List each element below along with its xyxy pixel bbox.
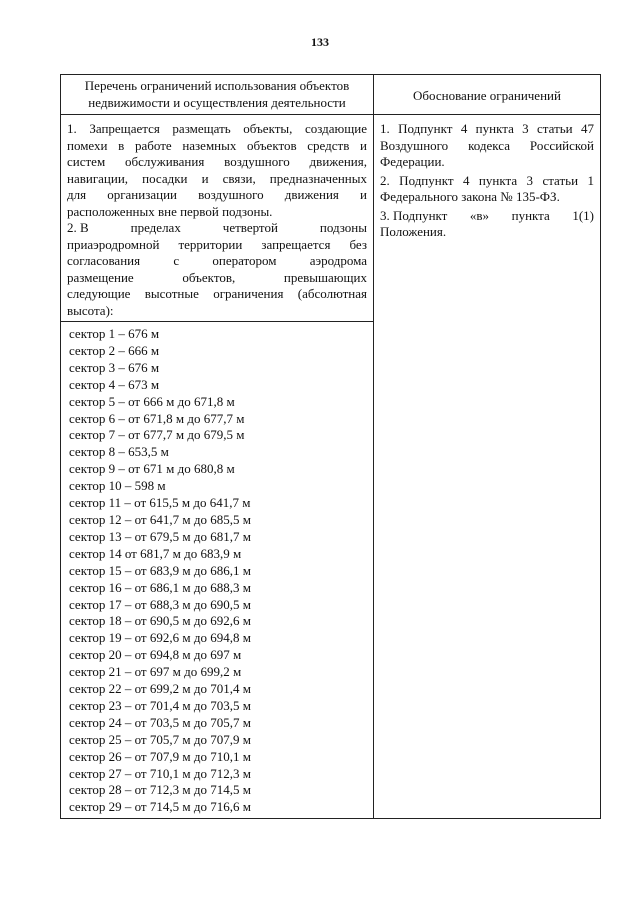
table-header-row	[61, 75, 601, 115]
justification-cell	[374, 115, 601, 819]
sector-item: сектор 21 – от 697 м до 699,2 м	[69, 664, 242, 680]
restriction-2-word: аэродрома	[309, 253, 367, 268]
restriction-2-word: согласования	[67, 253, 141, 268]
restriction-2-line	[67, 270, 367, 287]
justification-word: пункта	[511, 207, 550, 223]
sector-item: сектор 9 – от 671 м до 680,8 м	[69, 461, 235, 477]
justification-item-1	[380, 121, 594, 171]
sector-item: сектор 18 – от 690,5 м до 692,6 м	[69, 613, 251, 629]
justification-line: Федерации.	[380, 154, 445, 169]
justification-line: 2. Подпункт 4 пункта 3 статьи 1	[380, 172, 594, 188]
sector-item: сектор 3 – 676 м	[69, 359, 160, 375]
page-number: 133	[311, 35, 329, 49]
sector-item: сектор 6 – от 671,8 м до 677,7 м	[69, 410, 245, 426]
restriction-2-line: следующие высотные ограничения (абсолютная	[67, 286, 367, 301]
restriction-2-line: высота):	[67, 302, 114, 318]
sector-item: сектор 26 – от 707,9 м до 710,1 м	[69, 748, 251, 764]
restriction-2-word: 2. В	[67, 220, 89, 235]
sector-item: сектор 22 – от 699,2 м до 701,4 м	[69, 681, 251, 697]
restriction-1-line: 1. Запрещается размещать объекты, создающие	[67, 121, 367, 136]
justification-line: Воздушного кодекса Российской	[380, 137, 594, 153]
restriction-2-line	[67, 253, 367, 270]
justification-line	[380, 208, 594, 225]
header-left-line: Перечень ограничений использования объектов	[84, 78, 350, 93]
restriction-1-line: навигации, посадки и связи, предназначенных	[67, 170, 367, 186]
sector-item: сектор 16 – от 686,1 м до 688,3 м	[69, 579, 251, 595]
restriction-2-line: приаэродромной территории запрещается без	[67, 236, 367, 252]
sector-item: сектор 8 – 653,5 м	[69, 444, 169, 460]
restriction-1-line: для организации воздушного движения и	[67, 187, 367, 202]
restriction-2-word: превышающих	[283, 269, 367, 285]
sector-item: сектор 11 – от 615,5 м до 641,7 м	[69, 495, 251, 511]
restrictions-table	[60, 74, 601, 819]
justification-word: 3. Подпункт	[380, 207, 448, 223]
restriction-2-word: оператором	[212, 253, 277, 268]
restrictions-text-cell	[61, 115, 374, 322]
restriction-2-word: объектов,	[182, 269, 236, 285]
sector-item: сектор 20 – от 694,8 м до 697 м	[69, 647, 242, 663]
justification-item-3	[380, 208, 594, 241]
sector-item: сектор 14 от 681,7 м до 683,9 м	[69, 545, 242, 561]
sector-item: сектор 27 – от 710,1 м до 712,3 м	[69, 765, 251, 781]
restriction-2-word: размещение	[67, 269, 134, 285]
sector-item: сектор 1 – 676 м	[69, 326, 160, 341]
sector-item: сектор 4 – 673 м	[69, 376, 160, 392]
sector-item: сектор 2 – 666 м	[69, 342, 160, 358]
sector-item: сектор 5 – от 666 м до 671,8 м	[69, 393, 235, 409]
sector-item: сектор 15 – от 683,9 м до 686,1 м	[69, 562, 251, 578]
sector-item: сектор 12 – от 641,7 м до 685,5 м	[69, 511, 251, 527]
sector-item: сектор 13 – от 679,5 м до 681,7 м	[69, 528, 251, 544]
header-left-line: недвижимости и осуществления деятельности	[88, 94, 346, 110]
restriction-2-line	[67, 220, 367, 237]
restriction-1-line: систем обслуживания воздушного движения,	[67, 154, 367, 169]
sector-item: сектор 19 – от 692,6 м до 694,8 м	[69, 630, 251, 646]
sector-item: сектор 25 – от 705,7 м до 707,9 м	[69, 731, 251, 747]
restriction-2-word: четвертой	[222, 220, 278, 235]
restriction-2-word: пределах	[130, 220, 181, 235]
sectors-list-cell	[61, 322, 374, 819]
sector-item: сектор 28 – от 712,3 м до 714,5 м	[69, 782, 251, 798]
sector-item: сектор 10 – 598 м	[69, 478, 166, 494]
header-restrictions-list	[61, 75, 374, 115]
restriction-2-word: с	[173, 253, 180, 268]
header-justification: Обоснование ограничений	[374, 75, 601, 115]
justification-line: Федерального закона № 135-ФЗ.	[380, 189, 560, 204]
sectors-list	[69, 326, 365, 816]
justification-word: «в»	[469, 207, 490, 223]
sector-item: сектор 23 – от 701,4 м до 703,5 м	[69, 697, 251, 713]
sector-item: сектор 7 – от 677,7 м до 679,5 м	[69, 427, 245, 443]
justification-line: Положения.	[380, 224, 447, 239]
justification-item-2	[380, 173, 594, 206]
justification-word: 1(1)	[572, 207, 594, 223]
sector-item: сектор 29 – от 714,5 м до 716,6 м	[69, 799, 251, 815]
restriction-2-word: подзоны	[319, 220, 367, 235]
table-row	[61, 115, 601, 322]
restriction-1-line: помехи в работе наземных объектов средств и	[67, 137, 367, 153]
justification-line: 1. Подпункт 4 пункта 3 статьи 47	[380, 121, 594, 136]
sector-item: сектор 24 – от 703,5 м до 705,7 м	[69, 714, 251, 730]
restriction-1-line: расположенных вне первой подзоны.	[67, 203, 273, 219]
sector-item: сектор 17 – от 688,3 м до 690,5 м	[69, 596, 251, 612]
